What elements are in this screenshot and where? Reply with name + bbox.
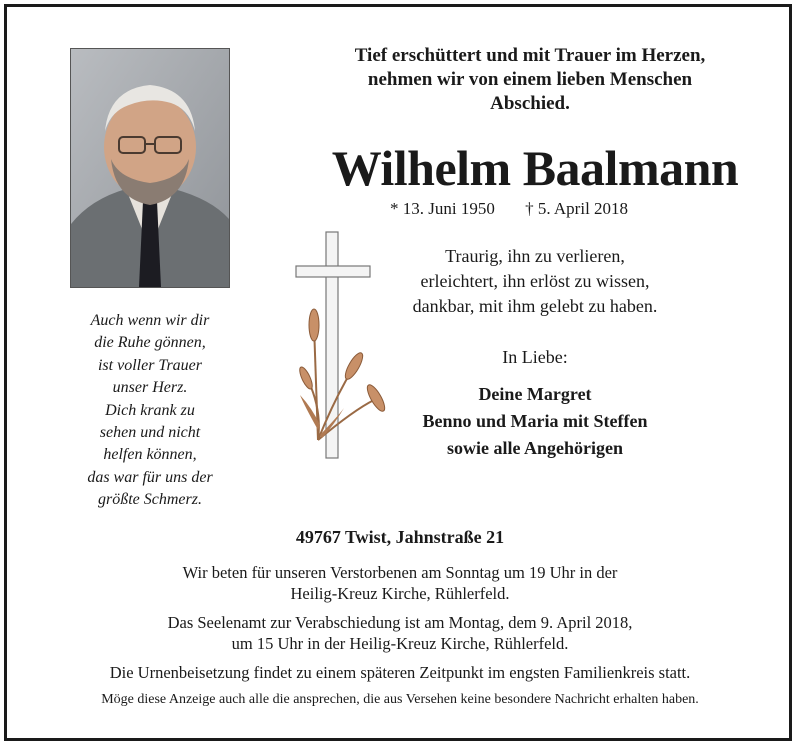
poem-line: unser Herz. <box>112 379 188 397</box>
poem-line: Dich krank zu <box>105 401 195 419</box>
poem-line: helfen können, <box>103 446 197 464</box>
poem-line: sehen und nicht <box>99 424 201 442</box>
urn-notice <box>0 662 800 683</box>
portrait-photo <box>70 48 230 288</box>
notice-line: Das Seelenamt zur Verabschiedung ist am Montag, dem 9. April 2018, <box>167 613 633 632</box>
intro-text <box>310 44 750 116</box>
requiem-notice <box>0 612 800 654</box>
notice-line: Heilig-Kreuz Kirche, Rühlerfeld. <box>290 584 510 603</box>
verse-line: erleichtert, ihn erlöst zu wissen, <box>420 271 650 291</box>
verse <box>375 244 695 319</box>
notice-line: Die Urnenbeisetzung findet zu einem späteren Zeitpunkt im engsten Familienkreis statt. <box>109 663 691 682</box>
poem <box>60 310 240 512</box>
poem-line: die Ruhe gönnen, <box>94 334 206 352</box>
mourners-heading: In Liebe: <box>502 347 568 367</box>
mourners-list <box>375 381 695 462</box>
notice-line: Wir beten für unseren Verstorbenen am Sonntag um 19 Uhr in der <box>182 563 618 582</box>
notice-line: Möge diese Anzeige auch alle die ansprechen, die aus Versehen keine besondere Nachricht erhalten haben. <box>101 692 699 707</box>
mourner-line: Benno und Maria mit Steffen <box>422 411 648 431</box>
poem-line: Auch wenn wir dir <box>90 312 210 329</box>
closing-notice <box>0 690 800 710</box>
intro-line: Abschied. <box>490 93 570 114</box>
mourner-line: Deine Margret <box>478 384 592 404</box>
family-address: 49767 Twist, Jahnstraße 21 <box>295 527 505 547</box>
notice-line: um 15 Uhr in der Heilig-Kreuz Kirche, Rühlerfeld. <box>231 634 569 653</box>
poem-line: ist voller Trauer <box>97 356 202 374</box>
death-date: † 5. April 2018 <box>525 199 629 218</box>
intro-line: nehmen wir von einem lieben Menschen <box>367 69 693 90</box>
mourner-line: sowie alle Angehörigen <box>447 438 623 458</box>
poem-line: das war für uns der <box>87 468 213 486</box>
life-dates <box>390 198 690 220</box>
verse-line: dankbar, mit ihm gelebt zu haben. <box>412 296 658 316</box>
verse-line: Traurig, ihn zu verlieren, <box>445 246 625 266</box>
prayer-notice <box>0 562 800 604</box>
birth-date: * 13. Juni 1950 <box>390 199 495 218</box>
deceased-name: Wilhelm Baalmann <box>331 140 739 196</box>
poem-line: größte Schmerz. <box>98 491 202 509</box>
intro-line: Tief erschüttert und mit Trauer im Herzen, <box>354 45 706 66</box>
